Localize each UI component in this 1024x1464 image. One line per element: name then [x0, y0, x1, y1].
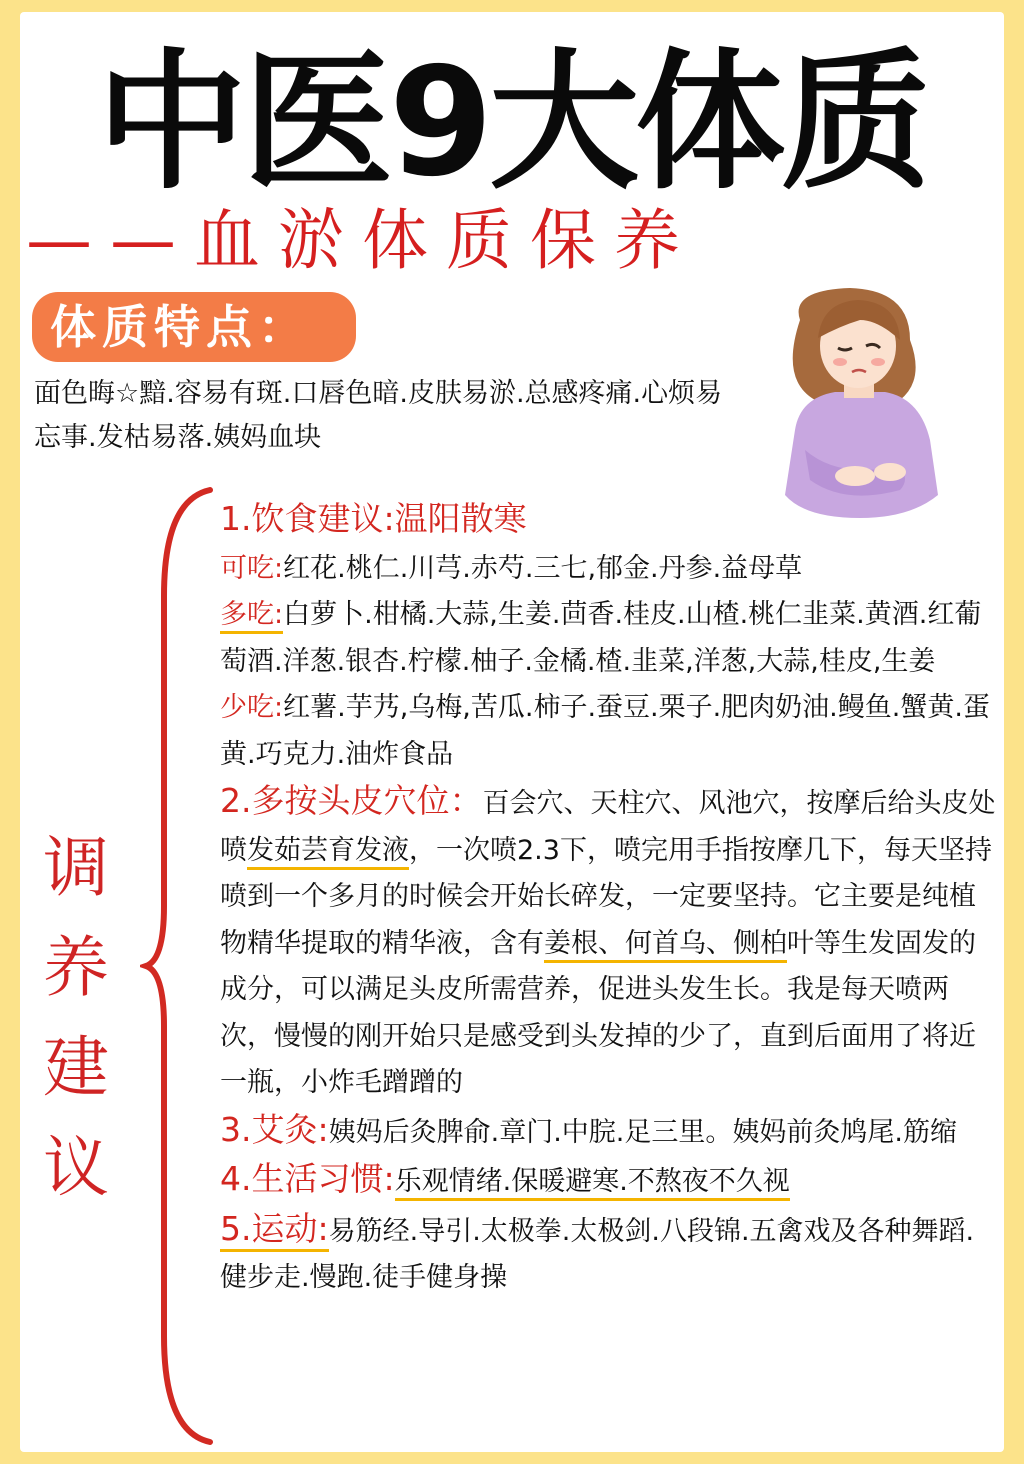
side-label-char: 调 [43, 829, 109, 906]
can-eat-label: 可吃: [220, 552, 284, 584]
moxibustion-section [220, 1107, 996, 1157]
section-brace [140, 486, 230, 1446]
can-eat-text: 红花.桃仁.川芎.赤芍.三七,郁金.丹参.益母草 [283, 552, 803, 584]
scalp-text-a: 百会穴、天柱穴、风池穴，按摩后给头皮处喷 [220, 788, 996, 866]
exercise-text: 易筋经.导引.太极拳.太极剑.八段锦.五禽戏及各种舞蹈.健步走.慢跑.徒手健身操 [220, 1215, 975, 1293]
side-label-char: 养 [43, 929, 109, 1006]
diet-title: 1.饮食建议:温阳散寒 [220, 499, 527, 538]
poster-card [20, 12, 1004, 1452]
girl-stomachache-illustration [760, 280, 960, 520]
scalp-title: 2.多按头皮穴位： [220, 781, 483, 820]
habits-title: 4.生活习惯: [220, 1159, 395, 1198]
moxibustion-text: 姨妈后灸脾俞.章门.中脘.足三里。姨妈前灸鸠尾.筋缩 [328, 1116, 957, 1148]
diet-eat-less [220, 685, 996, 778]
side-label-char: 建 [43, 1029, 109, 1106]
page-subtitle: ——血淤体质保养 [26, 202, 698, 279]
scalp-text-c: 叶等生发固发的成分，可以满足头皮所需营养，促进头发生长。我是每天喷两次，慢慢的刚开始只是感受到头发掉的少了，直到后面用了将近一瓶，小炸毛蹭蹭的 [220, 927, 976, 1098]
scalp-section [220, 778, 996, 1107]
diet-section [220, 496, 996, 546]
eat-more-label: 多吃: [220, 599, 283, 634]
diet-can-eat [220, 546, 996, 593]
advice-content [220, 496, 996, 1302]
diet-eat-more [220, 592, 996, 685]
moxibustion-title: 3.艾灸: [220, 1109, 329, 1149]
side-label-char: 议 [43, 1129, 109, 1206]
exercise-section [220, 1206, 996, 1302]
eat-less-text: 红薯.芋艿,乌梅,苦瓜.柿子.蚕豆.栗子.肥肉奶油.鳗鱼.蟹黄.蛋黄.巧克力.油炸食品 [220, 692, 990, 770]
scalp-text-b: ，一次喷2.3下，喷完用手指按摩几下，每天坚持喷到一个多月的时候会开始长碎发，一定要坚持。它主要是纯植物精华提取的精华液，含有 [220, 834, 992, 959]
scalp-highlight-product: 发茹芸育发液 [247, 835, 409, 870]
habits-text: 乐观情绪.保暖避寒.不熬夜不久视 [395, 1166, 790, 1201]
eat-more-text: 白萝卜.柑橘.大蒜,生姜.茴香.桂皮.山楂.桃仁韭菜.黄酒.红葡萄酒.洋葱.银杏.柠檬.柚子.金橘.楂.韭菜,洋葱,大蒜,桂皮,生姜 [220, 599, 982, 677]
feature-badge: 体质特点： [32, 292, 356, 362]
feature-text: 面色晦☆黯.容易有斑.口唇色暗.皮肤易淤.总感疼痛.心烦易忘事.发枯易落.姨妈血块 [34, 378, 723, 453]
scalp-highlight-ingredients: 姜根、何首乌、侧柏 [544, 928, 787, 963]
eat-less-label: 少吃: [220, 692, 284, 723]
habits-section [220, 1156, 996, 1206]
exercise-title: 5.运动: [220, 1209, 329, 1252]
page-title: 中医9大体质 [96, 36, 928, 210]
side-label-advice [36, 818, 116, 1218]
